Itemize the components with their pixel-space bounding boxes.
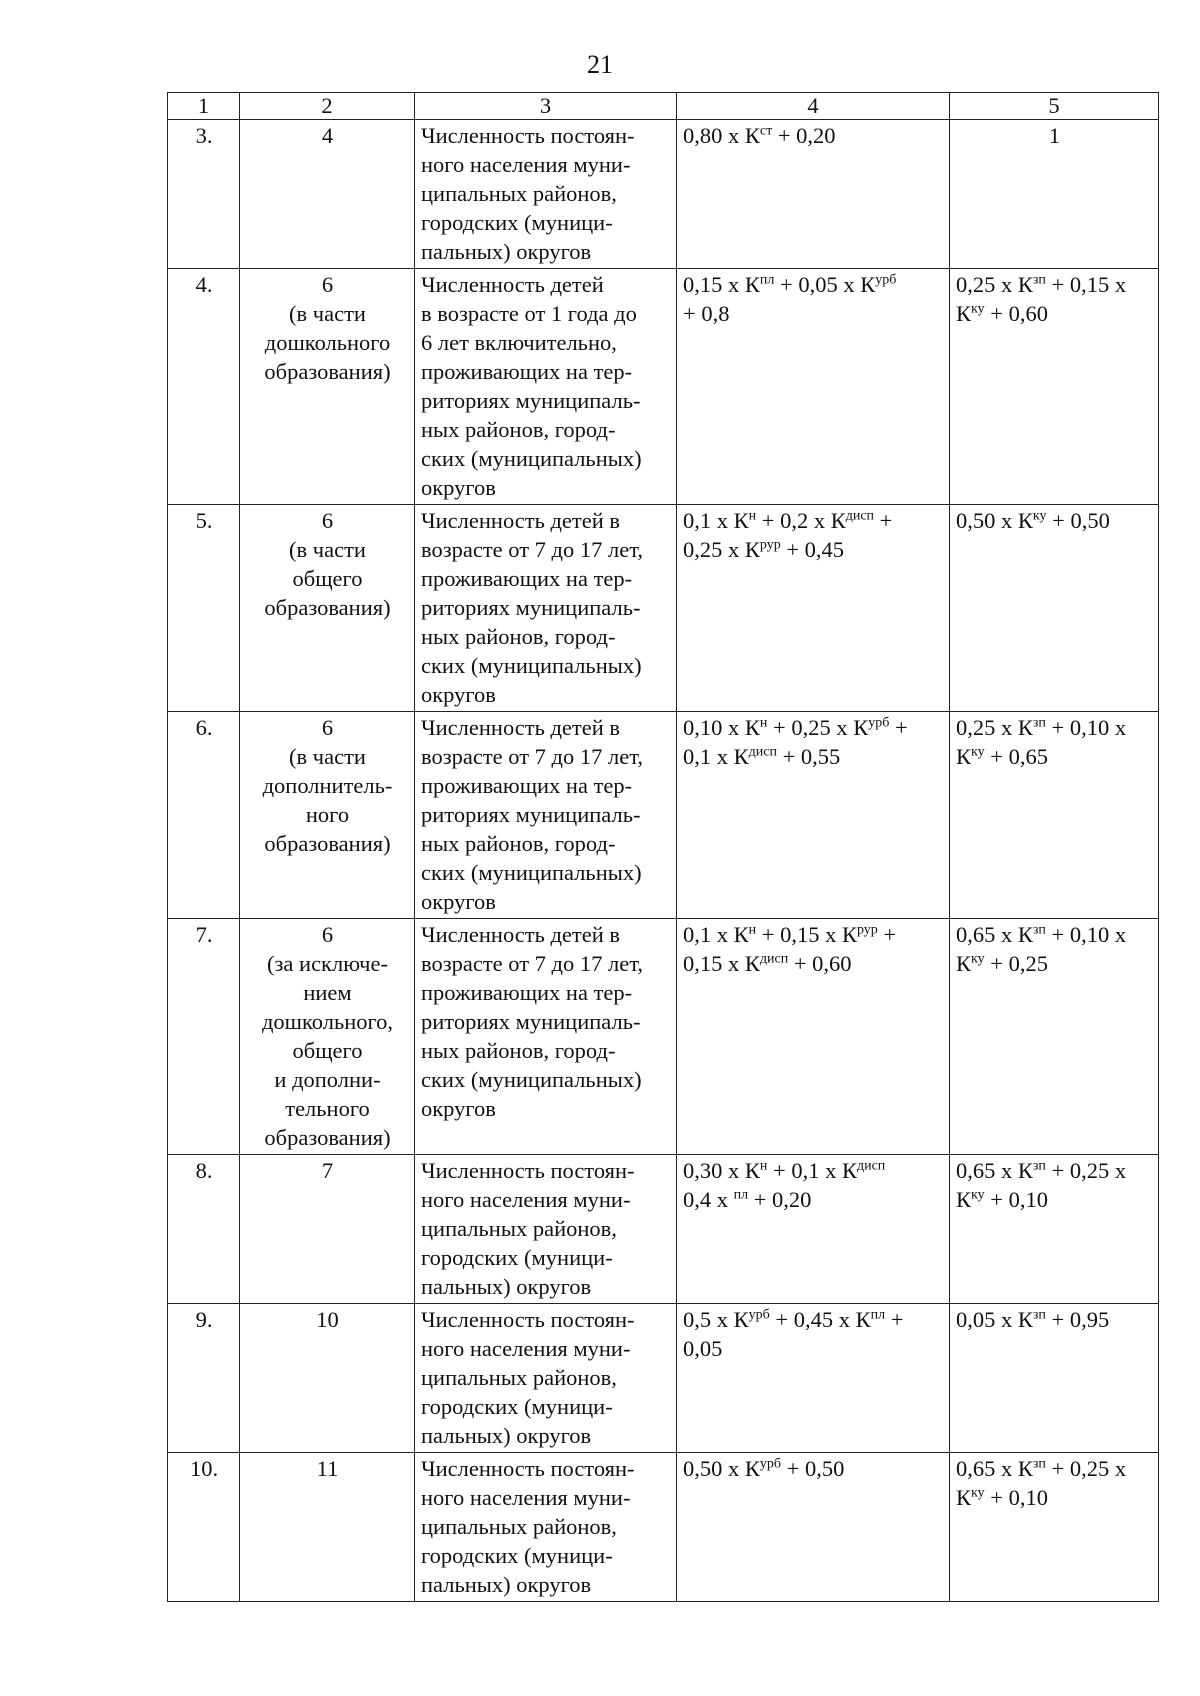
row-description: Численность постоян- ного населения муни- ципальных районов, городских (муници- пальных) округов [415, 1155, 677, 1304]
row-description: Численность детей в возрасте от 7 до 17 лет, проживающих на тер- риториях муниципаль- ных районов, город- ских (муниципальных) округов [415, 919, 677, 1155]
row-number: 6. [168, 712, 240, 919]
formula-col4: 0,1 x $К^н + 0,15$ x $К^{рур}$ + 0,15 x $К^{дисп} + 0,60$ [677, 919, 950, 1155]
formula-col5: 0,05 x $К^{зп} + 0,95$ [950, 1304, 1159, 1453]
formula-col4: 0,1 x $К^н + 0,2$ x $К^{дисп}$ + 0,25 x $К^{рур} + 0,45$ [677, 505, 950, 712]
formula-col4: 0,5 x $К^{урб} + 0,45$ x $К^{пл}$ + 0,05 [677, 1304, 950, 1453]
section-number: 10 [240, 1304, 415, 1453]
row-number: 5. [168, 505, 240, 712]
table-row [168, 120, 1159, 269]
table-row [168, 1453, 1159, 1602]
table-row [168, 505, 1159, 712]
row-description: Численность постоян- ного населения муни- ципальных районов, городских (муници- пальных) округов [415, 1453, 677, 1602]
row-description: Численность постоян- ного населения муни- ципальных районов, городских (муници- пальных) округов [415, 1304, 677, 1453]
table-row [168, 269, 1159, 505]
row-description: Численность постоян- ного населения муни- ципальных районов, городских (муници- пальных) округов [415, 120, 677, 269]
row-number: 10. [168, 1453, 240, 1602]
formula-col4: 0,80 x $К^{ст} + 0,20$ [677, 120, 950, 269]
row-number: 4. [168, 269, 240, 505]
formula-col5: 0,25 x $К^{зп} + 0,15$ x $К^{ку} + 0,60$ [950, 269, 1159, 505]
formula-col5: 0,50 x $К^{ку} + 0,50$ [950, 505, 1159, 712]
formula-col4: 0,50 x $К^{урб} + 0,50$ [677, 1453, 950, 1602]
page-number: 21 [587, 50, 613, 79]
formula-col5: 0,65 x $К^{зп} + 0,25$ x $К^{ку} + 0,10$ [950, 1155, 1159, 1304]
row-description: Численность детей в возрасте от 7 до 17 лет, проживающих на тер- риториях муниципаль- ных районов, город- ских (муниципальных) округов [415, 712, 677, 919]
header-cell-1: 1 [168, 93, 240, 120]
header-cell-2: 2 [240, 93, 415, 120]
formula-col5: 1 [950, 120, 1159, 269]
formula-col4: 0,30 x $К^н + 0,1$ x $К^{дисп}$ 0,4 x $^{пл}$ + 0,20 [677, 1155, 950, 1304]
row-description: Численность детей в возрасте от 1 года до 6 лет включительно, проживающих на тер- риториях муниципаль- ных районов, город- ских (муниципальных) округов [415, 269, 677, 505]
header-cell-5: 5 [950, 93, 1159, 120]
section-number: 6 (за исключе- нием дошкольного, общего и дополни- тельного образования) [240, 919, 415, 1155]
row-number: 9. [168, 1304, 240, 1453]
section-number: 6 (в части дошкольного образования) [240, 269, 415, 505]
formula-col4: 0,10 x $К^н + 0,25$ x $К^{урб}$ + 0,1 x $К^{дисп} + 0,55$ [677, 712, 950, 919]
table-header [168, 93, 1159, 120]
coefficients-table [167, 92, 1159, 1602]
table-row [168, 1155, 1159, 1304]
table-body [168, 120, 1159, 1602]
formula-col5: 0,65 x $К^{зп} + 0,10$ x $К^{ку} + 0,25$ [950, 919, 1159, 1155]
row-number: 7. [168, 919, 240, 1155]
header-cell-3: 3 [415, 93, 677, 120]
section-number: 6 (в части общего образования) [240, 505, 415, 712]
table-row [168, 1304, 1159, 1453]
row-number: 3. [168, 120, 240, 269]
table-row [168, 919, 1159, 1155]
section-number: 7 [240, 1155, 415, 1304]
header-cell-4: 4 [677, 93, 950, 120]
section-number: 11 [240, 1453, 415, 1602]
row-number: 8. [168, 1155, 240, 1304]
row-description: Численность детей в возрасте от 7 до 17 лет, проживающих на тер- риториях муниципаль- ных районов, город- ских (муниципальных) округов [415, 505, 677, 712]
formula-col4: 0,15 x $К^{пл} + 0,05$ x $К^{урб}$ + 0,8 [677, 269, 950, 505]
formula-col5: 0,25 x $К^{зп} + 0,10$ x $К^{ку} + 0,65$ [950, 712, 1159, 919]
table-row [168, 712, 1159, 919]
formula-col5: 0,65 x $К^{зп} + 0,25$ x $К^{ку} + 0,10$ [950, 1453, 1159, 1602]
section-number: 6 (в части дополнитель- ного образования) [240, 712, 415, 919]
section-number: 4 [240, 120, 415, 269]
